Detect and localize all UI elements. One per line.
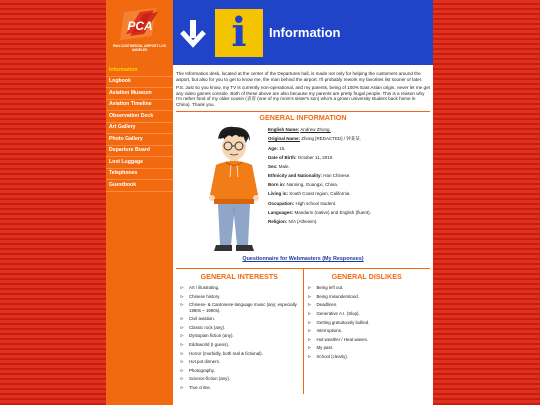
info-icon: i — [215, 9, 263, 57]
list-item — [308, 285, 427, 290]
right-stripes — [433, 0, 540, 405]
list-item — [180, 359, 299, 364]
logo[interactable] — [106, 0, 173, 65]
bullet-icon: ⊳ — [180, 367, 184, 373]
list-item — [308, 320, 427, 325]
bullet-icon: ⊳ — [307, 328, 312, 334]
dislikes-column — [303, 269, 431, 393]
bullet-icon: ⊳ — [307, 285, 312, 291]
bullet-icon: ⊳ — [180, 384, 184, 390]
list-item-text: Science-fiction (any). — [189, 376, 230, 382]
sidebar-item-photo-gallery[interactable]: Photo Gallery — [106, 134, 173, 146]
list-item — [180, 351, 299, 356]
bullet-icon: ⊳ — [180, 359, 184, 365]
list-item-text: Eddsworld (I guess). — [189, 342, 230, 348]
sidebar-item-aviation-timeline[interactable]: Aviation Timeline — [106, 100, 173, 112]
list-item-text: Classic rock (any). — [189, 324, 226, 330]
bullet-icon: ⊳ — [307, 319, 312, 325]
list-item-text: Hot pot dinners. — [189, 359, 220, 365]
profile — [206, 125, 430, 253]
sidebar-nav — [106, 65, 173, 192]
bullet-icon: ⊳ — [180, 342, 184, 348]
sidebar-item-information[interactable]: Information — [106, 65, 173, 77]
intro-paragraph: The Information desk, located at the center of the Departures hall, is made not only for helping the customers around the airport, but also for you to get to know me, the man behind the airport. I'll probably rework my favorites list sooner or later. — [176, 71, 423, 82]
list-item — [180, 342, 299, 347]
bullet-icon: ⊳ — [180, 302, 184, 308]
fact-english-name: English Name: Andrew Zhong. — [268, 127, 331, 133]
list-item-text: Generative A.I. (Slop). — [316, 310, 360, 316]
dislikes-list — [308, 285, 427, 359]
avatar — [206, 125, 261, 253]
list-item — [180, 368, 299, 373]
bullet-icon: ⊳ — [180, 293, 184, 299]
sidebar-item-guestbook[interactable]: Guestbook — [106, 180, 173, 192]
list-item-text: Dystopian fiction (any). — [189, 333, 234, 339]
fact-age: Age: 15. — [268, 145, 286, 151]
list-item — [180, 285, 299, 290]
list-item-text: Getting gratuitously bullied. — [316, 319, 370, 325]
list-item-text: Art / illustrating. — [189, 285, 220, 291]
logo-tagline: PAN-CONTINENTAL AIRPORT LOS ANGELES — [113, 44, 166, 52]
bullet-icon: ⊳ — [180, 350, 184, 356]
list-item-text: School (clearly). — [316, 353, 348, 359]
bullet-icon: ⊳ — [307, 353, 312, 359]
bullet-icon: ⊳ — [180, 376, 184, 382]
list-item-text: Interruptions. — [316, 328, 343, 334]
list-item — [180, 294, 299, 299]
divider — [176, 111, 430, 112]
page-title: Information — [269, 25, 341, 40]
list-item-text: Photography. — [189, 367, 215, 373]
interests-title: GENERAL INTERESTS — [200, 272, 278, 282]
logo-text: PCA — [126, 19, 153, 33]
list-item — [308, 345, 427, 350]
main-content — [173, 65, 433, 405]
list-item — [308, 311, 427, 316]
sidebar-item-telephones[interactable]: Telephones — [106, 169, 173, 181]
sidebar-item-departure-board[interactable]: Departure Board — [106, 146, 173, 158]
fact-living-in: Living in: South Coast region, California. — [268, 191, 351, 197]
list-item — [180, 302, 299, 313]
list-item — [308, 337, 427, 342]
sidebar-item-art-gallery[interactable]: Art Gallery — [106, 123, 173, 135]
bullet-icon: ⊳ — [307, 293, 312, 299]
list-item-text: My past. — [316, 345, 334, 351]
bullet-icon: ⊳ — [180, 285, 184, 291]
fact-occupation: Occupation: High school student. — [268, 200, 337, 206]
list-item — [308, 294, 427, 299]
sidebar-item-observation-deck[interactable]: Observation Deck — [106, 111, 173, 123]
fact-date-of-birth: Date of Birth: October 11, 2010. — [268, 154, 334, 160]
fact-sex: Sex: Male. — [268, 163, 290, 169]
list-item — [180, 325, 299, 330]
list-item — [308, 354, 427, 359]
sidebar-item-logbook[interactable]: Logbook — [106, 77, 173, 89]
bullet-icon: ⊳ — [180, 316, 184, 322]
pca-logo-icon — [118, 6, 162, 42]
sidebar-item-aviation-museum[interactable]: Aviation Museum — [106, 88, 173, 100]
list-item-text: Chinese history. — [189, 293, 221, 299]
list-item-text: Civil aviation. — [189, 316, 215, 322]
facts-list — [268, 127, 371, 228]
interests-dislikes — [176, 268, 430, 393]
interests-list — [180, 285, 299, 390]
list-item-text: Horror (morbidly, both real & fictional). — [189, 350, 263, 356]
dislikes-title: GENERAL DISLIKES — [331, 272, 402, 282]
fact-languages: Languages: Mandarin (native) and English (fluent). — [268, 209, 371, 215]
list-item — [180, 333, 299, 338]
list-item-text: Chinese- & Cantonese-language music (any; especially 1980s ~ 1990s). — [189, 302, 297, 313]
sidebar-item-lost-luggage[interactable]: Lost Luggage — [106, 157, 173, 169]
bullet-icon: ⊳ — [180, 333, 184, 339]
list-item-text: Hot weather / Heat waves. — [316, 336, 368, 342]
questionnaire-link[interactable]: Questionnaire for Webmasters (My Responses) — [242, 256, 364, 263]
bullet-icon: ⊳ — [307, 302, 312, 308]
list-item-text: Being left out. — [316, 285, 344, 291]
list-item-text: Being misunderstood. — [316, 293, 359, 299]
list-item — [180, 376, 299, 381]
list-item — [180, 316, 299, 321]
fact-born-in: Born in: Nanning, Guangxi, China. — [268, 182, 339, 188]
fact-religion: Religion: N/A (Atheism). — [268, 219, 318, 225]
list-item — [180, 385, 299, 390]
list-item-text: Deadlines. — [316, 302, 338, 308]
fact-ethnicity: Ethnicity and Nationality: Han Chinese. — [268, 173, 351, 179]
bullet-icon: ⊳ — [180, 324, 184, 330]
list-item — [308, 302, 427, 307]
fact-original-name: Original Name: Zhong [REDACTED] / 钟某某. — [268, 136, 362, 142]
ps-paragraph: P.S. Just so you know, my TV is currently non-operational, and my parents, being of 100% East Asian origin, never let me get any video games console. Both of these above are also because my parents are pretty frugal people. This is a reason why I'm rather fond of my older cousin (表哥 (one of my mom's sister's son) who's a grown university student back home in China). Thank you. — [176, 85, 430, 107]
page-header — [173, 0, 433, 65]
general-info-title: GENERAL INFORMATION — [259, 113, 347, 123]
list-item-text: True crime. — [189, 384, 212, 390]
bullet-icon: ⊳ — [307, 336, 312, 342]
interests-column — [176, 269, 303, 393]
bullet-icon: ⊳ — [307, 345, 312, 351]
bullet-icon: ⊳ — [307, 310, 312, 316]
down-arrow-icon — [173, 0, 213, 65]
list-item — [308, 328, 427, 333]
